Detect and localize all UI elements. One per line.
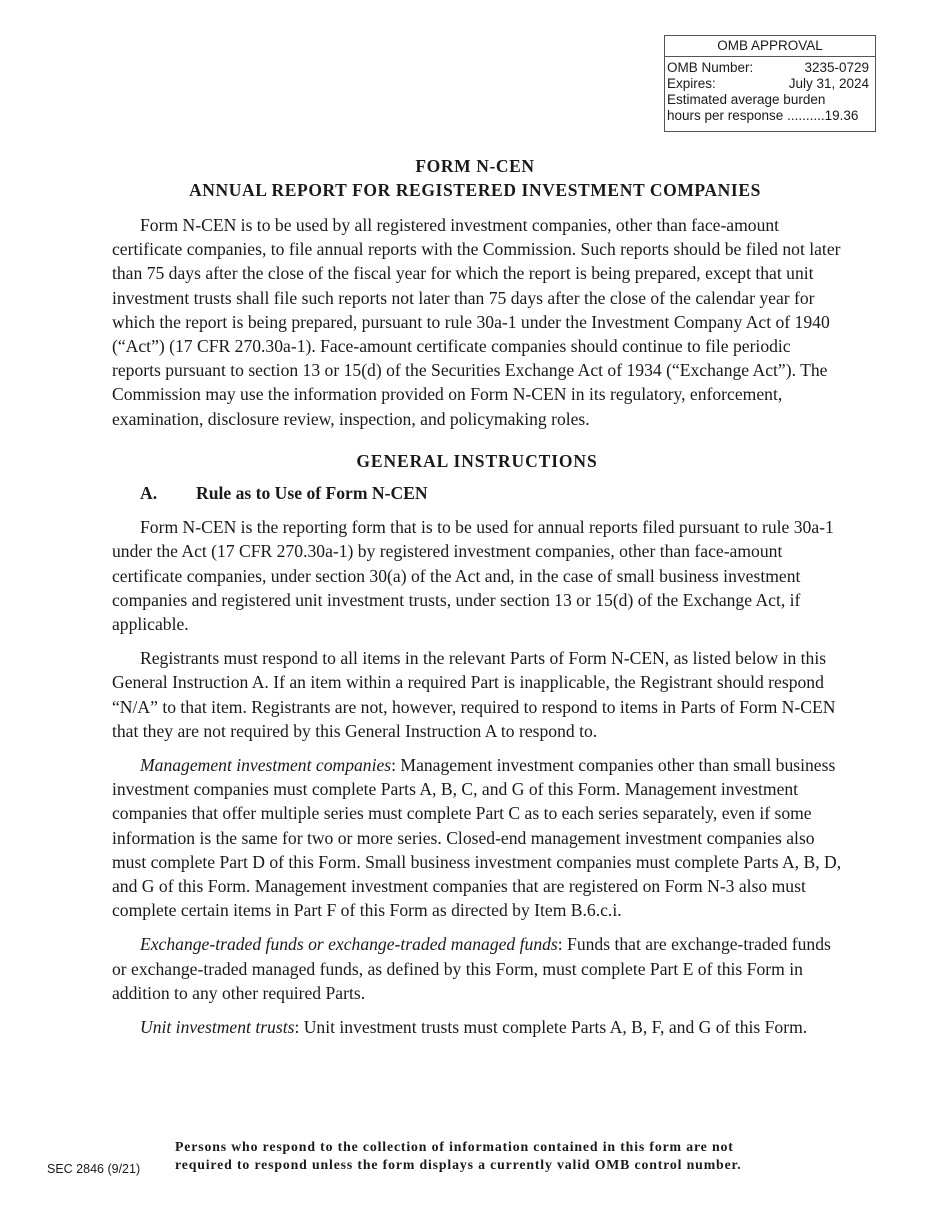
management-companies-lead: Management investment companies [140,755,392,776]
omb-approval-details [665,57,875,124]
omb-expires-row [667,76,869,92]
document-body [112,213,842,1049]
etf-text: : Funds that are exchange-traded funds or exchange-traded managed funds, as defined by this Form, must complete Part E of this Form in addition to any other required Parts. [112,934,831,1003]
omb-notice [175,1138,865,1174]
section-a-letter: A. [140,483,158,504]
omb-burden-line1: Estimated average burden [667,92,826,107]
management-companies-paragraph [112,753,842,922]
etf-paragraph [112,932,842,1005]
section-a-title: Rule as to Use of Form N-CEN [196,483,428,504]
uit-text: : Unit investment trusts must complete Parts A, B, F, and G of this Form. [294,1017,808,1038]
form-subtitle: ANNUAL REPORT FOR REGISTERED INVESTMENT COMPANIES [189,180,761,200]
omb-notice-line1: Persons who respond to the collection of information contained in this form are not [175,1139,734,1154]
omb-number-value: 3235-0729 [804,60,869,75]
section-a-paragraph-1: Form N-CEN is the reporting form that is to be used for annual reports filed pursuant to rule 30a-1 under the Act (17 CFR 270.30a-1) by registered investment companies, other than face-amount certificate companies, under section 30(a) of the Act and, in the case of small business investment companies and registered unit investment trusts, under section 13 or 15(d) of the Exchange Act, if applicable. [112,517,834,635]
omb-expires-value: July 31, 2024 [788,76,869,91]
section-a-paragraph-2: Registrants must respond to all items in the relevant Parts of Form N-CEN, as listed below in this General Instruction A. If an item within a required Part is inapplicable, the Registrant should respond “N/A” to that item. Registrants are not, however, required to respond to items in Parts of Form N-CEN that they are not required by this General Instruction A to respond to. [112,648,836,741]
section-a-heading [140,481,842,505]
etf-lead: Exchange-traded funds or exchange-traded managed funds [140,934,558,955]
uit-paragraph [112,1015,842,1039]
omb-expires-label: Expires: [667,76,716,91]
omb-notice-line2: required to respond unless the form displays a currently valid OMB control number. [175,1157,742,1172]
management-companies-text: : Management investment companies other than small business investment companies must complete Parts A, B, C, and G of this Form. Management investment companies that offer multiple series must complete Part C as to each series separately, even if some information is the same for two or more series. Closed-end management investment companies also must complete Part D of this Form. Small business investment companies must complete Parts A, B, D, and G of this Form. Management investment companies that are registered on Form N-3 also must complete certain items in Part F of this Form as directed by Item B.6.c.i. [112,755,842,921]
omb-number-row [667,60,869,76]
omb-approval-title: OMB APPROVAL [665,36,875,57]
omb-number-label: OMB Number: [667,60,754,75]
omb-burden-line2: hours per response ..........19.36 [667,108,859,123]
intro-paragraph: Form N-CEN is to be used by all registered investment companies, other than face-amount certificate companies, to file annual reports with the Commission. Such reports should be filed not later than 75 days after the close of the fiscal year for which the report is being prepared, except that unit investment trusts shall file such reports not later than 75 days after the close of the calendar year for which the report is being prepared, pursuant to rule 30a-1 under the Investment Company Act of 1940 (“Act”) (17 CFR 270.30a-1). Face-amount certificate companies should continue to file periodic reports pursuant to section 13 or 15(d) of the Securities Exchange Act of 1934 (“Exchange Act”). The Commission may use the information provided on Form N-CEN in its regulatory, enforcement, examination, disclosure review, inspection, and policymaking roles. [112,215,841,429]
omb-approval-box [664,35,876,132]
general-instructions-heading: GENERAL INSTRUCTIONS [356,450,598,471]
form-code: SEC 2846 (9/21) [47,1162,141,1176]
uit-lead: Unit investment trusts [140,1017,295,1038]
form-name: FORM N-CEN [415,156,535,176]
